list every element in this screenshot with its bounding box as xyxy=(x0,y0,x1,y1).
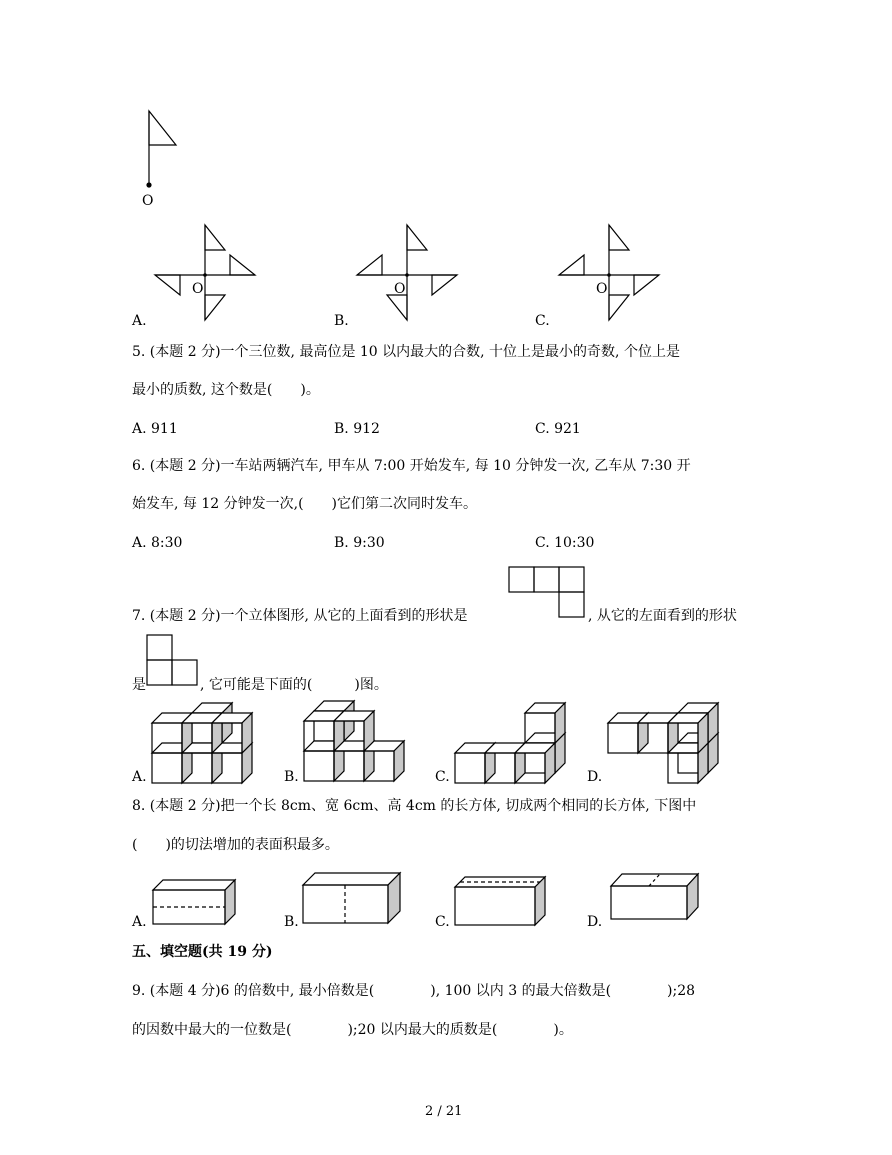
q8-option-c-cuboid xyxy=(454,876,549,928)
q8-option-c-letter: C. xyxy=(435,914,450,930)
q6-option-c: C. 10:30 xyxy=(535,535,595,551)
q4-option-a-letter: A. xyxy=(132,313,147,329)
q5-option-a: A. 911 xyxy=(132,421,178,437)
page-number: 2 / 21 xyxy=(425,1104,463,1119)
q5-option-b: B. 912 xyxy=(334,421,380,437)
q4-option-b-letter: B. xyxy=(334,313,349,329)
q8-question-line1: 8. (本题 2 分)把一个长 8cm、宽 6cm、高 4cm 的长方体, 切成两个相同的长方体, 下图中 xyxy=(132,798,697,814)
q7-option-a-letter: A. xyxy=(132,769,147,785)
q4-option-c-figure xyxy=(554,220,664,325)
q6-option-a: A. 8:30 xyxy=(132,535,183,551)
q7-question-line2-start: 是 xyxy=(132,677,146,693)
q7-option-d-figure xyxy=(606,697,731,785)
q7-question-line1-start: 7. (本题 2 分)一个立体图形, 从它的上面看到的形状是 xyxy=(132,608,468,624)
section-five-heading: 五、填空题(共 19 分) xyxy=(132,944,273,960)
q6-question-line1: 6. (本题 2 分)一车站两辆汽车, 甲车从 7:00 开始发车, 每 10 分钟发一次, 乙车从 7:30 开 xyxy=(132,458,691,474)
q7-left-view-figure xyxy=(146,634,202,690)
q8-option-a-cuboid xyxy=(152,878,242,928)
q7-option-b-figure xyxy=(302,698,427,783)
q7-top-view-figure xyxy=(508,566,588,622)
q7-option-b-letter: B. xyxy=(284,769,299,785)
q6-question-line2: 始发车, 每 12 分钟发一次,( )它们第二次同时发车。 xyxy=(132,496,477,512)
q8-option-a-letter: A. xyxy=(132,914,147,930)
q7-question-line2-end: , 它可能是下面的( )图。 xyxy=(200,677,388,693)
q4-option-b-figure xyxy=(352,220,462,325)
q4-option-b-center-label: O xyxy=(394,281,406,297)
q7-option-c-letter: C. xyxy=(435,769,450,785)
q5-question-line1: 5. (本题 2 分)一个三位数, 最高位是 10 以内最大的合数, 十位上是最小的奇数, 个位上是 xyxy=(132,344,680,360)
q7-question-line1-end: , 从它的左面看到的形状 xyxy=(588,608,737,624)
q8-option-b-letter: B. xyxy=(284,914,299,930)
q7-option-d-letter: D. xyxy=(587,769,603,785)
q8-option-d-cuboid xyxy=(610,873,702,923)
q7-option-a-figure xyxy=(150,700,275,785)
q4-option-a-figure xyxy=(150,220,260,325)
q8-question-line2: ( )的切法增加的表面积最多。 xyxy=(132,837,339,853)
q9-question-line1: 9. (本题 4 分)6 的倍数中, 最小倍数是( ), 100 以内 3 的最大倍数是( );28 xyxy=(132,983,696,999)
q7-option-c-figure xyxy=(453,697,578,785)
q9-question-line2: 的因数中最大的一位数是( );20 以内最大的质数是( )。 xyxy=(132,1022,573,1038)
q8-option-b-cuboid xyxy=(302,872,404,928)
q5-question-line2: 最小的质数, 这个数是( )。 xyxy=(132,382,320,398)
q4-original-flag-figure xyxy=(140,105,190,190)
q4-option-c-letter: C. xyxy=(535,313,550,329)
q4-option-c-center-label: O xyxy=(596,281,608,297)
q5-option-c: C. 921 xyxy=(535,421,581,437)
q6-option-b: B. 9:30 xyxy=(334,535,385,551)
q4-option-a-center-label: O xyxy=(192,281,204,297)
q4-origin-label: O xyxy=(142,193,154,209)
q8-option-d-letter: D. xyxy=(587,914,603,930)
